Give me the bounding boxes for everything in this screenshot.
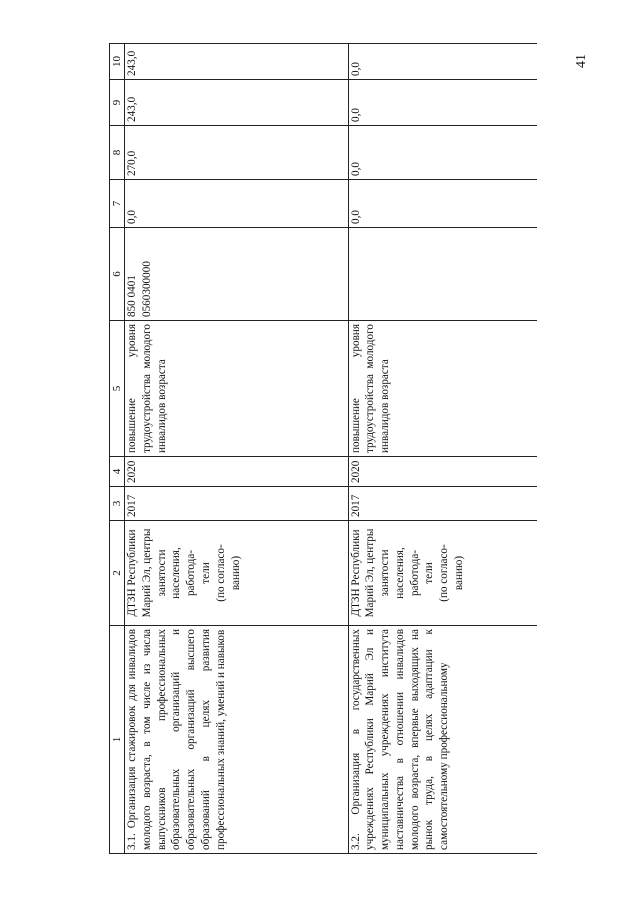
value-cell-9: 0,0: [348, 80, 537, 126]
table-row: [125, 44, 349, 854]
start-year-cell: 2017: [125, 487, 349, 521]
executor-cell: ДТЗН Республики Марий Эл, центры занятости населения, работода- тели (по согласо- ванию): [348, 521, 537, 626]
activity-cell: 3.2. Организация в государственных учреждениях Республики Марий Эл и муниципальных учреждениях института наставничества в отношении инвалидов молодого возраста, впервые выходящих на рынок труда, в целях адаптации к самостоятельному профессиональному: [348, 626, 537, 854]
result-cell: повышение уровня трудоустройства молодого инвалидов возраста: [125, 321, 349, 457]
header-col-10: 10: [110, 44, 125, 80]
header-col-5: 5: [110, 321, 125, 457]
start-year-cell: 2017: [348, 487, 537, 521]
header-col-7: 7: [110, 180, 125, 228]
header-col-9: 9: [110, 80, 125, 126]
budget-code-cell: [348, 228, 537, 321]
activity-cell: 3.1. Организация стажировок для инвалидов молодого возраста, в том числе из числа выпускников профессиональных образовательных организаций и образовательных организаций высшего образований в целях развития профессиональных знаний, умений и навыков: [125, 626, 349, 854]
header-col-2: 2: [110, 521, 125, 626]
activities-table: [109, 43, 537, 854]
result-cell: повышение уровня трудоустройства молодого инвалидов возраста: [348, 321, 537, 457]
header-col-4: 4: [110, 457, 125, 487]
value-cell-10: 243,0: [125, 44, 349, 80]
value-cell-7: 0,0: [125, 180, 349, 228]
header-row: [110, 44, 125, 854]
page-number: 41: [574, 54, 589, 68]
rotated-page-content: [109, 44, 537, 854]
value-cell-9: 243,0: [125, 80, 349, 126]
header-col-3: 3: [110, 487, 125, 521]
value-cell-8: 0,0: [348, 126, 537, 180]
end-year-cell: 2020: [125, 457, 349, 487]
header-col-1: 1: [110, 626, 125, 854]
value-cell-7: 0,0: [348, 180, 537, 228]
value-cell-8: 270,0: [125, 126, 349, 180]
budget-code-cell: 850 0401 0560300000: [125, 228, 349, 321]
executor-cell: ДТЗН Республики Марий Эл, центры занятости населения, работода- тели (по согласо- ванию): [125, 521, 349, 626]
value-cell-10: 0,0: [348, 44, 537, 80]
header-col-6: 6: [110, 228, 125, 321]
end-year-cell: 2020: [348, 457, 537, 487]
header-col-8: 8: [110, 126, 125, 180]
table-row: [348, 44, 537, 854]
